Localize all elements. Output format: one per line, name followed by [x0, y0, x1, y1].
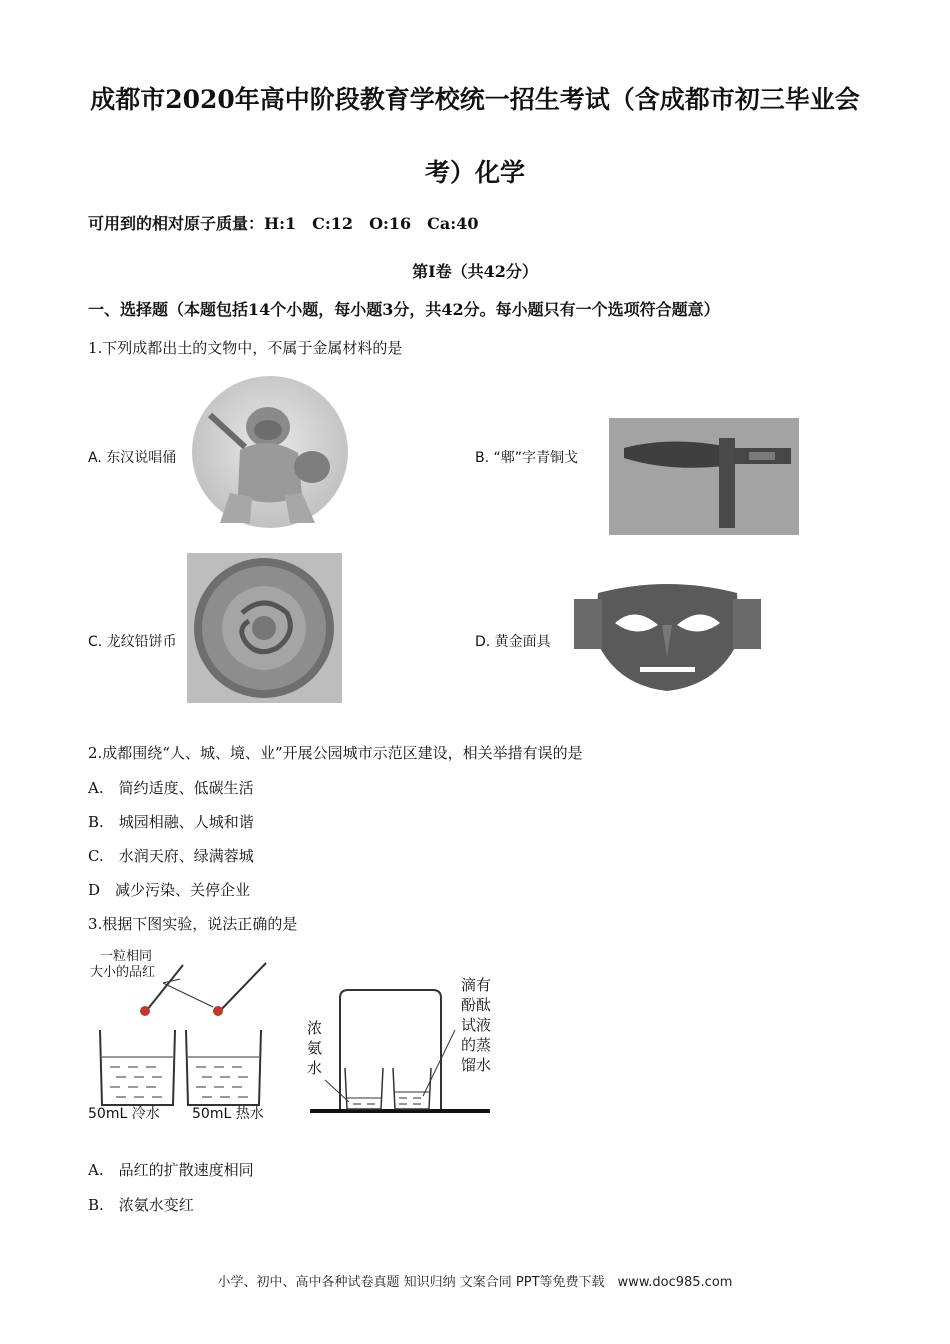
cold-water-label: 50mL 冷水 — [88, 1106, 160, 1122]
phenol-label-line1: 滴有 — [461, 976, 492, 994]
page-title-continued: 考）化学 — [424, 158, 525, 187]
q3-option-b: B. 浓氨水变红 — [88, 1196, 194, 1214]
ammonia-label — [307, 1018, 325, 1078]
phenol-label-line3: 试液 — [461, 1016, 492, 1034]
bronze-dagger-axe-photo — [609, 418, 799, 535]
q2-option-a: A. 简约适度、低碳生活 — [88, 779, 254, 797]
q1-option-a: A. 东汉说唱俑 — [88, 450, 177, 466]
ammonia-experiment-diagram — [305, 970, 505, 1120]
question-1-stem: 1.下列成都出土的文物中，不属于金属材料的是 — [88, 339, 403, 357]
question-2-stem: 2.成都围绕“人、城、境、业”开展公园城市示范区建设，相关举措有误的是 — [88, 744, 583, 762]
ammonia-label-char3: 水 — [307, 1059, 323, 1077]
phenol-label-line2: 酚酞 — [461, 996, 492, 1014]
volume-heading: 第Ⅰ卷（共42分） — [412, 262, 538, 281]
gold-mask-photo — [570, 575, 765, 695]
q2-option-c: C. 水润天府、绿满蓉城 — [88, 847, 254, 865]
q2-option-b: B. 城园相融、人城和谐 — [88, 813, 254, 831]
q3-option-a: A. 品红的扩散速度相同 — [88, 1161, 254, 1179]
pinhong-label-line1: 一粒相同 — [100, 949, 153, 964]
page-title: 成都市2020年高中阶段教育学校统一招生考试（含成都市初三毕业会 — [90, 85, 860, 114]
q1-option-d: D. 黄金面具 — [475, 634, 551, 650]
ammonia-label-char1: 浓 — [307, 1019, 323, 1037]
phenol-label-line5: 馏水 — [461, 1056, 492, 1074]
phenolphthalein-label — [461, 975, 491, 1075]
phenol-label-line4: 的蒸 — [461, 1036, 492, 1054]
coin-photo — [187, 553, 342, 703]
hot-water-label: 50mL 热水 — [192, 1106, 264, 1122]
figurine-photo — [190, 375, 350, 530]
q1-option-b: B. “郫”字青铜戈 — [475, 450, 579, 466]
ammonia-label-char2: 氨 — [307, 1039, 323, 1057]
atomic-masses: 可用到的相对原子质量：H:1 C:12 O:16 Ca:40 — [88, 214, 479, 233]
diffusion-experiment-diagram — [88, 945, 308, 1130]
question-3-stem: 3.根据下图实验，说法正确的是 — [88, 915, 298, 933]
footer-text: 小学、初中、高中各种试卷真题 知识归纳 文案合同 PPT等免费下载 www.doc985.com — [217, 1275, 733, 1290]
q1-option-c: C. 龙纹铅饼币 — [88, 634, 177, 650]
section-heading: 一、选择题（本题包括14个小题，每小题3分，共42分。每小题只有一个选项符合题意） — [88, 300, 720, 319]
q2-option-d: D 减少污染、关停企业 — [88, 881, 251, 899]
pinhong-label-line2: 大小的品红 — [90, 965, 156, 980]
